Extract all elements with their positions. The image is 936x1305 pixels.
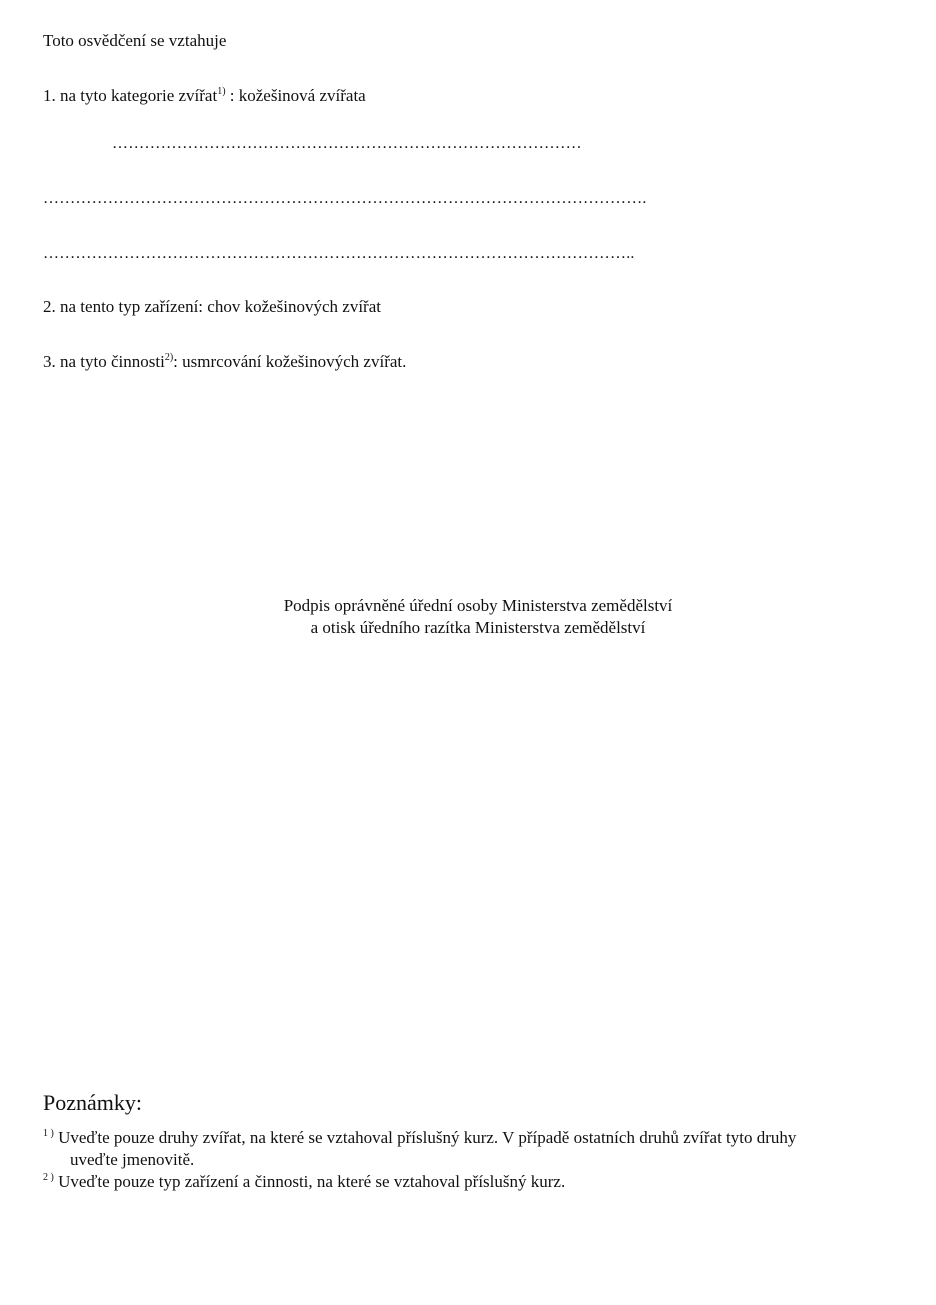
note-2-line [43,1171,903,1193]
signature-line-1: Podpis oprávněné úřední osoby Ministerstva zemědělství [283,596,673,615]
note-2-mark: 2 ) [43,1172,54,1183]
note-1-continuation: uveďte jmenovitě. [70,1150,195,1169]
item-2-facility-type: 2. na tento typ zařízení: chov kožešinových zvířat [43,297,381,316]
note-2 [43,1171,903,1193]
intro-text: Toto osvědčení se vztahuje [43,31,227,50]
item-1-prefix: 1. na tyto kategorie zvířat [43,86,218,105]
item-1-suffix: : kožešinová zvířata [225,86,366,105]
notes-title: Poznámky: [43,1090,142,1115]
note-1-text: Uveďte pouze druhy zvířat, na které se vztahoval příslušný kurz. V případě ostatních druhů zvířat tyto druhy [53,1128,797,1147]
footnote-ref-2: 2) [164,352,174,363]
item-3-prefix: 3. na tyto činnosti [43,352,165,371]
footnote-ref-1: 1) [217,86,226,97]
dotted-line-3: ……………………………………………………………………………………………….. [43,245,635,262]
dotted-line-2: …………………………………………………………………………………………………. [43,190,647,207]
dotted-line-1: …………………………………………………………………………… [112,135,582,152]
item-3-suffix: : usmrcování kožešinových zvířat. [173,352,407,371]
item-1-animal-categories [43,86,366,106]
note-1-mark: 1 ) [43,1128,54,1139]
note-2-text: Uveďte pouze typ zařízení a činnosti, na které se vztahoval příslušný kurz. [53,1172,566,1191]
note-1-first-line [43,1127,903,1149]
signature-block [0,595,936,639]
note-1 [43,1127,903,1171]
signature-line-2: a otisk úředního razítka Ministerstva zemědělství [310,618,646,637]
item-3-activities [43,352,406,372]
